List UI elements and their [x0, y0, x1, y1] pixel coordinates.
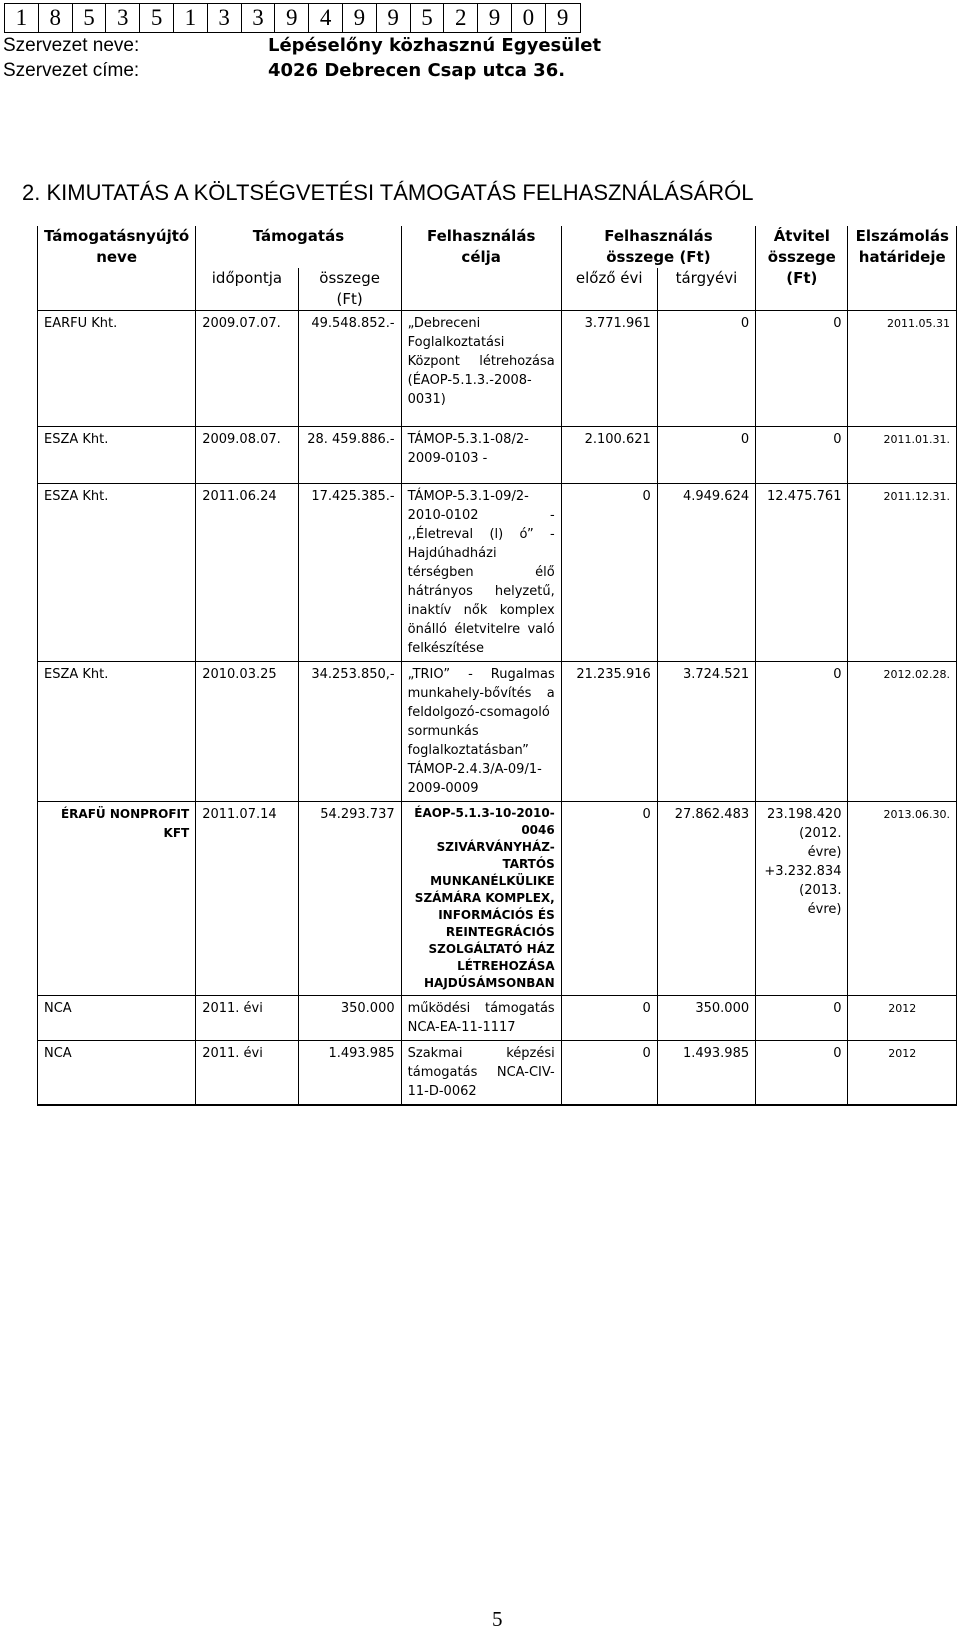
purpose-cell: „Debreceni Foglalkoztatási Központ létrehozása (ÉAOP-5.1.3.-2008-0031) — [401, 311, 561, 427]
table-row — [38, 484, 957, 662]
id-digit: 9 — [478, 4, 512, 32]
id-digit: 5 — [140, 4, 174, 32]
deadline-cell: 2011.12.31. — [848, 484, 957, 662]
provider-cell: NCA — [38, 1041, 196, 1106]
date-cell: 2011.07.14 — [196, 802, 298, 996]
carryover-cell: 0 — [756, 996, 848, 1041]
table-row — [38, 311, 957, 427]
deadline-cell: 2012 — [848, 1041, 957, 1106]
id-digit: 9 — [556, 5, 569, 30]
col-carryover-header: Átvitel összege (Ft) — [756, 226, 848, 311]
id-digit: 3 — [208, 4, 242, 32]
deadline-cell: 2012 — [848, 996, 957, 1041]
col-usage-prev-header: előző évi — [561, 268, 657, 311]
provider-cell: ÉRAFÜ NONPROFIT KFT — [38, 802, 196, 996]
support-usage-table — [37, 226, 957, 1106]
id-digit: 9 — [275, 4, 309, 32]
usage-current-cell: 1.493.985 — [657, 1041, 755, 1106]
table-row — [38, 996, 957, 1041]
amount-cell: 17.425.385.- — [298, 484, 401, 662]
usage-current-cell: 350.000 — [657, 996, 755, 1041]
col-deadline-header: Elszámolás határideje — [848, 226, 957, 311]
table-row — [38, 427, 957, 484]
purpose-cell: „TRIO” - Rugalmas munkahely-bővítés a feldolgozó-csomagoló sormunkás foglalkoztatásban” TÁMOP-2.4.3/A-09/1-2009-0009 — [401, 662, 561, 802]
carryover-cell: 0 — [756, 311, 848, 427]
org-name-value: Lépéselőny közhasznú Egyesület — [268, 35, 602, 56]
amount-cell: 350.000 — [298, 996, 401, 1041]
col-purpose-header: Felhasználás célja — [401, 226, 561, 311]
id-digit: 1 — [174, 4, 208, 32]
date-cell: 2009.07.07. — [196, 311, 298, 427]
provider-cell: ESZA Kht. — [38, 427, 196, 484]
org-address-value: 4026 Debrecen Csap utca 36. — [268, 60, 566, 81]
id-digit: 9 — [377, 4, 411, 32]
id-digit: 0 — [512, 4, 546, 32]
amount-cell: 49.548.852.- — [298, 311, 401, 427]
col-usage-header: Felhasználás összege (Ft) — [561, 226, 755, 268]
id-digit: 4 — [309, 4, 343, 32]
amount-cell: 54.293.737 — [298, 802, 401, 996]
amount-cell: 28. 459.886.- — [298, 427, 401, 484]
carryover-cell: 0 — [756, 662, 848, 802]
amount-cell: 1.493.985 — [298, 1041, 401, 1106]
org-name-label: Szervezet neve: — [3, 35, 140, 56]
purpose-cell: TÁMOP-5.3.1-09/2-2010-0102 - ,,Életreval (l) ó” - Hajdúhadházi térségben élő hátrányos helyzetű, inaktív nők komplex önálló életvitelre való felkészítése — [401, 484, 561, 662]
date-cell: 2011. évi — [196, 1041, 298, 1106]
provider-cell: ESZA Kht. — [38, 662, 196, 802]
carryover-cell: 23.198.420 (2012. évre) +3.232.834 (2013. évre) — [756, 802, 848, 996]
carryover-cell: 12.475.761 — [756, 484, 848, 662]
usage-prev-cell: 0 — [561, 1041, 657, 1106]
date-cell: 2009.08.07. — [196, 427, 298, 484]
usage-prev-cell: 0 — [561, 802, 657, 996]
usage-prev-cell: 3.771.961 — [561, 311, 657, 427]
usage-current-cell: 0 — [657, 427, 755, 484]
table-row — [38, 1041, 957, 1106]
section-title: 2. KIMUTATÁS A KÖLTSÉGVETÉSI TÁMOGATÁS FELHASZNÁLÁSÁRÓL — [22, 180, 754, 205]
carryover-cell: 0 — [756, 427, 848, 484]
col-provider-header: Támogatásnyújtó neve — [38, 226, 196, 311]
purpose-cell: működési támogatás NCA-EA-11-1117 — [401, 996, 561, 1041]
purpose-cell: TÁMOP-5.3.1-08/2-2009-0103 - — [401, 427, 561, 484]
id-digit: 5 — [73, 4, 107, 32]
usage-prev-cell: 0 — [561, 484, 657, 662]
col-support-amount-header: összege (Ft) — [298, 268, 401, 311]
col-support-header: Támogatás — [196, 226, 401, 268]
page-number: 5 — [492, 1607, 503, 1631]
provider-cell: NCA — [38, 996, 196, 1041]
usage-current-cell: 0 — [657, 311, 755, 427]
col-support-date-header: időpontja — [196, 268, 298, 311]
deadline-cell: 2011.01.31. — [848, 427, 957, 484]
table-row — [38, 802, 957, 996]
provider-cell: ESZA Kht. — [38, 484, 196, 662]
registration-number — [4, 3, 581, 33]
usage-current-cell: 3.724.521 — [657, 662, 755, 802]
usage-prev-cell: 0 — [561, 996, 657, 1041]
id-digit: 1 — [5, 4, 39, 32]
amount-cell: 34.253.850,- — [298, 662, 401, 802]
id-digit: 2 — [444, 4, 478, 32]
id-digit: 9 — [343, 4, 377, 32]
date-cell: 2010.03.25 — [196, 662, 298, 802]
id-digit: 5 — [411, 4, 445, 32]
carryover-cell: 0 — [756, 1041, 848, 1106]
purpose-cell: Szakmai képzési támogatás NCA-CIV-11-D-0062 — [401, 1041, 561, 1106]
usage-current-cell: 4.949.624 — [657, 484, 755, 662]
usage-prev-cell: 2.100.621 — [561, 427, 657, 484]
id-digit: 3 — [242, 4, 276, 32]
purpose-cell: ÉAOP-5.1.3-10-2010-0046 SZIVÁRVÁNYHÁZ-TARTÓS MUNKANÉLKÜLIKE SZÁMÁRA KOMPLEX, INFORMÁCIÓS ÉS REINTEGRÁCIÓS SZOLGÁLTATÓ HÁZ LÉTREHOZÁSA HAJDÚSÁMSONBAN — [401, 802, 561, 996]
provider-cell: EARFU Kht. — [38, 311, 196, 427]
usage-current-cell: 27.862.483 — [657, 802, 755, 996]
id-digit: 3 — [106, 4, 140, 32]
id-digit: 8 — [39, 4, 73, 32]
deadline-cell: 2012.02.28. — [848, 662, 957, 802]
table-row — [38, 662, 957, 802]
date-cell: 2011. évi — [196, 996, 298, 1041]
date-cell: 2011.06.24 — [196, 484, 298, 662]
org-address-label: Szervezet címe: — [3, 60, 140, 81]
deadline-cell: 2011.05.31 — [848, 311, 957, 427]
deadline-cell: 2013.06.30. — [848, 802, 957, 996]
col-usage-current-header: tárgyévi — [657, 268, 755, 311]
usage-prev-cell: 21.235.916 — [561, 662, 657, 802]
